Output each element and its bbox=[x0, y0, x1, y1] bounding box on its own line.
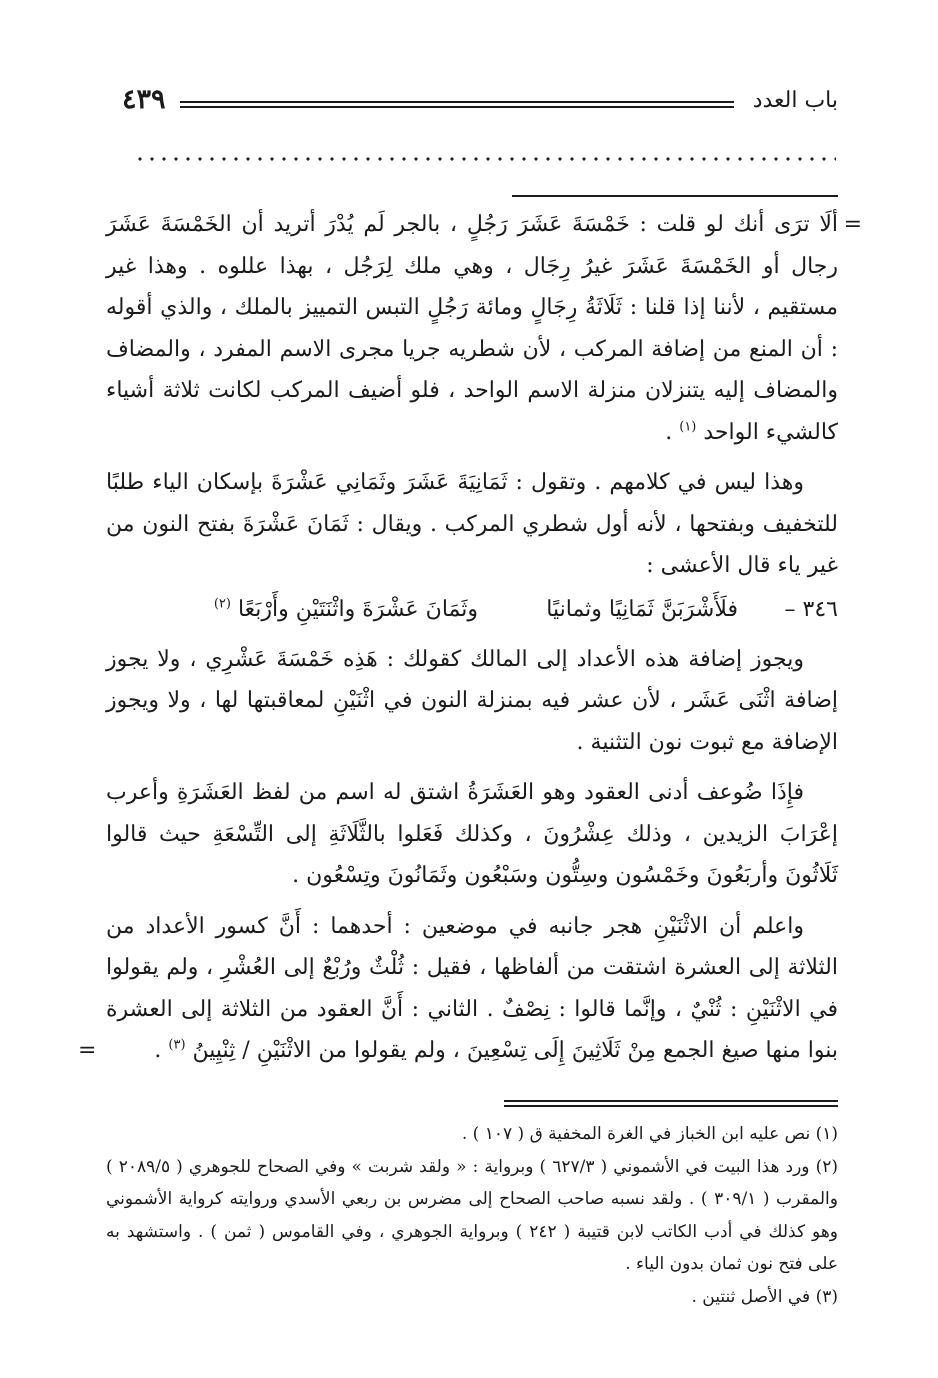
header-rule bbox=[180, 101, 734, 103]
paragraph-5 bbox=[78, 906, 838, 1072]
verse-number: ٣٤٦ – bbox=[784, 596, 838, 622]
paragraph-1-end: . bbox=[665, 419, 680, 445]
footnote-ref-2: (٢) bbox=[213, 596, 231, 612]
footnotes bbox=[106, 1118, 838, 1313]
paragraph-4: فإِذَا ضُوعف أدنى العقود وهو العَشَرَةُ اشتق له اسم من لفظ العَشَرَةِ وأعرب إعْرَابَ الزيدين ، وذلك عِشْرُونَ ، وكذلك فَعَلوا بالثَّلَاثَةِ إلى التِّسْعَةِ حيث قالوا ثَلَاثُونَ وأربَعُونَ وخَمْسُون وسِتُّون وسَبْعُون وثَمَانُونَ وتِسْعُون . bbox=[106, 780, 838, 888]
footnote-ref-3: (٣) bbox=[168, 1037, 186, 1053]
paragraph-1-text: ألَا ترَى أنك لو قلت : خَمْسَةَ عَشَرَ رَجُلٍ ، بالجر لَم يُدْرَ أتريد أن الخَمْسَةَ عَشَرَ رجال أو الخَمْسَةَ عَشَرَ غيرُ رِجَال ، وهي ملك لِرَجُل ، بهذا عللوه . وهذا غير مستقيم ، لأننا إذا قلنا : ثَلَاثَةُ رِجَالٍ ومائة رَجُلٍ التبس التمييز بالملك ، والذي أقوله : أن المنع من إضافة المركب ، لأن شطريه جريا مجرى الاسم المفرد ، والمضاف والمضاف إليه يتنزلان منزلة الاسم الواحد ، فلو أضيف المركب لكانت ثلاثة أشياء كالشيء الواحد bbox=[106, 212, 838, 445]
chapter-title: باب العدد bbox=[752, 88, 838, 113]
paragraph-5-text: واعلم أن الاثْنَيْنِ هجر جانبه في موضعين : أحدهما : أَنَّ كسور الأعداد من الثلاثة إلى العشرة اشتقت من ألفاظها ، فقيل : ثُلْثٌ ورُبْعٌ إلى العُشْرِ ، ولم يقولوا في الاثْنَيْنِ : ثُنْيٌ ، وإنَّما قالوا : نِصْفٌ . الثاني : أَنَّ العقود من الثلاثة إلى العشرة بنوا منها صيغ الجمع مِنْ ثَلَاثِينَ إِلَى تِسْعِينَ ، ولم يقولوا من الاثْنَيْنِ / ثِنْيِينُ bbox=[106, 913, 838, 1063]
continuation-mark-end: = bbox=[78, 1038, 97, 1063]
continuation-rule bbox=[512, 195, 838, 197]
footnote-ref-1: (١) bbox=[679, 419, 697, 435]
dotted-separator bbox=[134, 156, 836, 162]
continuation-mark-start: = bbox=[843, 212, 862, 237]
verse-first-hemistich: فلَأَشْرَبَنَّ ثَمَانِيًا وثمانيًا bbox=[546, 596, 738, 622]
footnote-3: (٣) في الأصل ثنتين . bbox=[691, 1286, 838, 1307]
footnote-rule bbox=[504, 1100, 838, 1102]
poetry-verse bbox=[106, 589, 838, 633]
running-header bbox=[122, 86, 838, 120]
main-text bbox=[78, 204, 862, 1072]
paragraph-1 bbox=[106, 204, 838, 453]
page-number: ٤٣٩ bbox=[122, 84, 166, 115]
footnote-1: (١) نص عليه ابن الخباز في الغرة المخفية ق ( ١٠٧ ) . bbox=[461, 1124, 838, 1144]
verse-second-hemistich bbox=[214, 589, 478, 631]
paragraph-5-end: . bbox=[154, 1038, 169, 1063]
footnote-2: (٢) ورد هذا البيت في الأشموني ( ٦٢٧/٣ ) وبرواية : « ولقد شربت » وفي الصحاح للجوهري ( ٢٠٨٩/٥ ) والمقرب ( ٣٠٩/١ ) . ولقد نسبه صاحب الصحاح إلى مضرس بن ربعي الأسدي وروايته كرواية الأشموني وهو كذلك في أدب الكاتب لابن قتيبة ( ٢٤٢ ) وبرواية الجوهري ، وفي القاموس ( ثمن ) . واستشهد به على فتح نون ثمان بدون الياء . bbox=[106, 1156, 838, 1274]
paragraph-2: وهذا ليس في كلامهم . وتقول : ثَمَانِيَةَ عَشَرَ وثَمَانِي عَشْرَةَ بإسكان الياء طلبًا للتخفيف وبفتحها ، لأنه أول شطري المركب . ويقال : ثَمَانَ عَشْرَةَ بفتح النون من غير ياء قال الأعشى : bbox=[106, 470, 838, 578]
verse-second-hemistich-text: وثَمَانَ عَشْرَةَ واثْنَتَيْنِ وأَرْبَعًا bbox=[237, 596, 478, 622]
paragraph-3: ويجوز إضافة هذه الأعداد إلى المالك كقولك : هَذِه خَمْسَةَ عَشْرِي ، ولا يجوز إضافة اثْنَى عَشَر ، لأن عشر فيه بمنزلة النون في اثْنَيْنِ لمعاقبتها لها ، ولا ويجوز الإضافة مع ثبوت نون التثنية . bbox=[106, 646, 838, 755]
